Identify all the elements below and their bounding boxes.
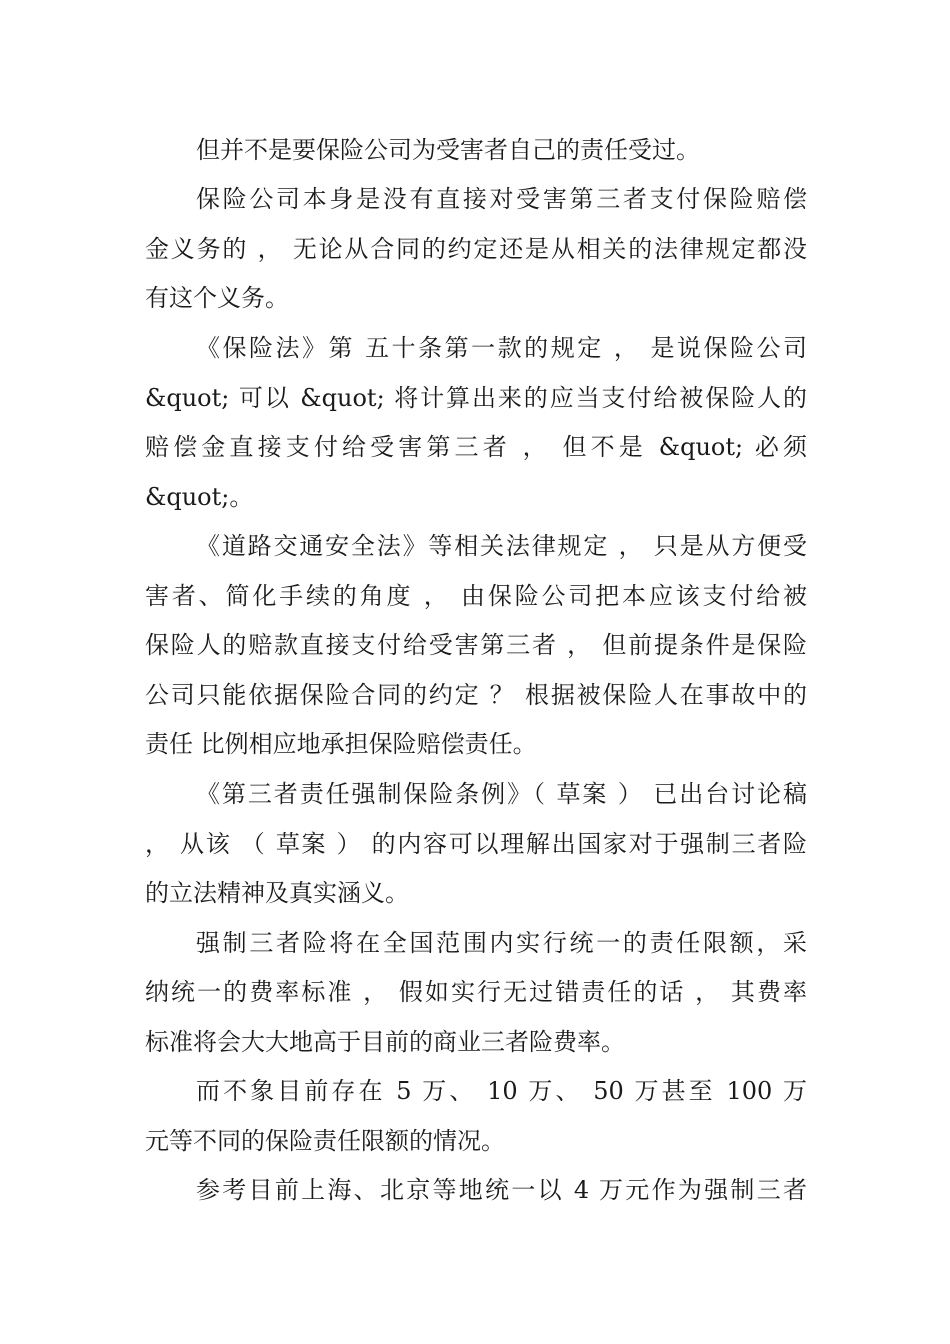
text-line: 参考目前上海、北京等地统一以 4 万元作为强制三者 [196, 1176, 807, 1204]
text-line: 有这个义务。 [145, 284, 289, 312]
text-line: 《第三者责任强制保险条例》（ 草案 ） 已出台讨论稿 [196, 780, 807, 808]
text-line: 《道路交通安全法》等相关法律规定 ， 只是从方便受 [196, 532, 807, 560]
text-line: 但并不是要保险公司为受害者自己的责任受过。 [196, 136, 700, 164]
text-line: 元等不同的保险责任限额的情况。 [145, 1127, 505, 1155]
text-line: 纳统一的费率标准 ， 假如实行无过错责任的话 ， 其费率 [145, 978, 807, 1006]
text-line: 金义务的 ， 无论从合同的约定还是从相关的法律规定都没 [145, 235, 807, 263]
text-line: 责任 比例相应地承担保险赔偿责任。 [145, 730, 537, 758]
text-line: 的立法精神及真实涵义。 [145, 879, 409, 907]
text-line: &quot; 可以 &quot; 将计算出来的应当支付给被保险人的 [145, 384, 807, 412]
text-line: &quot;。 [145, 483, 254, 511]
text-line: 《保险法》第 五十条第一款的规定 ， 是说保险公司 [196, 334, 807, 362]
text-line: 而不象目前存在 5 万、 10 万、 50 万甚至 100 万 [196, 1077, 807, 1105]
text-line: 保险公司本身是没有直接对受害第三者支付保险赔偿 [196, 185, 807, 213]
text-line: 害者、简化手续的角度 ， 由保险公司把本应该支付给被 [145, 582, 807, 610]
text-line: 公司只能依据保险合同的约定 ？ 根据被保险人在事故中的 [145, 681, 807, 709]
text-line: 强制三者险将在全国范围内实行统一的责任限额，采 [196, 929, 807, 957]
text-line: 标准将会大大地高于目前的商业三者险费率。 [145, 1028, 625, 1056]
text-line: 赔偿金直接支付给受害第三者 ， 但不是 &quot; 必须 [145, 433, 807, 461]
text-line: 保险人的赔款直接支付给受害第三者 ， 但前提条件是保险 [145, 631, 807, 659]
text-line: ， 从该 （ 草案 ） 的内容可以理解出国家对于强制三者险 [145, 830, 807, 858]
